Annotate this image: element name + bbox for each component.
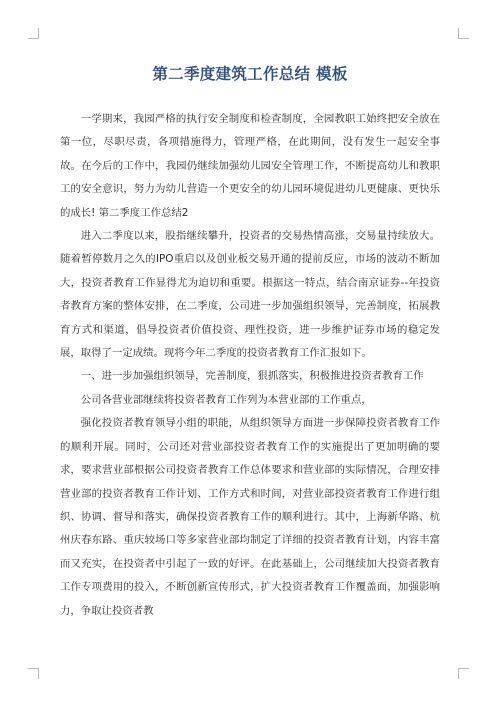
section-heading-1: 一、进一步加强组织领导，完善制度，狠抓落实，积极推进投资者教育工作: [80, 370, 424, 383]
crop-mark-top-right: [458, 28, 469, 39]
document-title: 第二季度建筑工作总结 模板: [152, 65, 348, 83]
paragraph-q2-overview: 进入二季度以来，股指继续攀升，投资者的交易热情高涨，交易量持续放大。随着暂停数月之久的IPO重启以及创业板交易开通的提前反应，市场的波动不断加大，投资者教育工作显得尤为迫切和重要。根据这一特点，结合南京证券--年投资者教育方案的整体安排，在二季度，公司进一步加强组织领导，完善制度，拓展教育方式和渠道，倡导投资者价值投资、理性投资，进一步维护证券市场的稳定发展，取得了一定成绩。现将今年二季度的投资者教育工作汇报如下。: [60, 230, 440, 360]
crop-mark-top-left: [28, 28, 39, 39]
crop-mark-bottom-left: [28, 668, 39, 679]
document-body: [60, 108, 440, 623]
crop-mark-bottom-right: [458, 668, 469, 679]
paragraph-leadership: 强化投资者教育领导小组的职能，从组织领导方面进一步保障投资者教育工作的顺利开展。同时，公司还对营业部投资者教育工作的实施提出了更加明确的要求，要求营业部根据公司投资者教育工作总体要求和营业部的实际情况，合理安排营业部的投资者教育工作计划、工作方式和时间，对营业部投资者教育工作进行组织、协调、督导和落实，确保投资者教育工作的顺利进行。其中，上海新华路、杭州庆春东路、重庆较场口等多家营业部均制定了详细的投资者教育计划，内容丰富而又充实，在投资者中引起了一致的好评。在此基础上，公司继续加大投资者教育工作专项费用的投入，不断创新宣传形式，扩大投资者教育工作覆盖面，加强影响力，争取让投资者教: [60, 417, 440, 617]
paragraph-branch-focus: 公司各营业部继续将投资者教育工作列为本营业部的工作重点，: [80, 393, 372, 406]
paragraph-intro: 一学期来，我园严格的执行安全制度和检查制度，全园教职工始终把安全放在第一位，尽职尽责，各项措施得力，管理严格，在此期间，没有发生一起安全事故。在今后的工作中，我园仍继续加强幼儿园安全管理工作，不断提高幼儿和教职工的安全意识，努力为幼儿营造一个更安全的幼儿园环境促进幼儿更健康、更快乐的成长! 第二季度工作总结2: [60, 113, 440, 219]
